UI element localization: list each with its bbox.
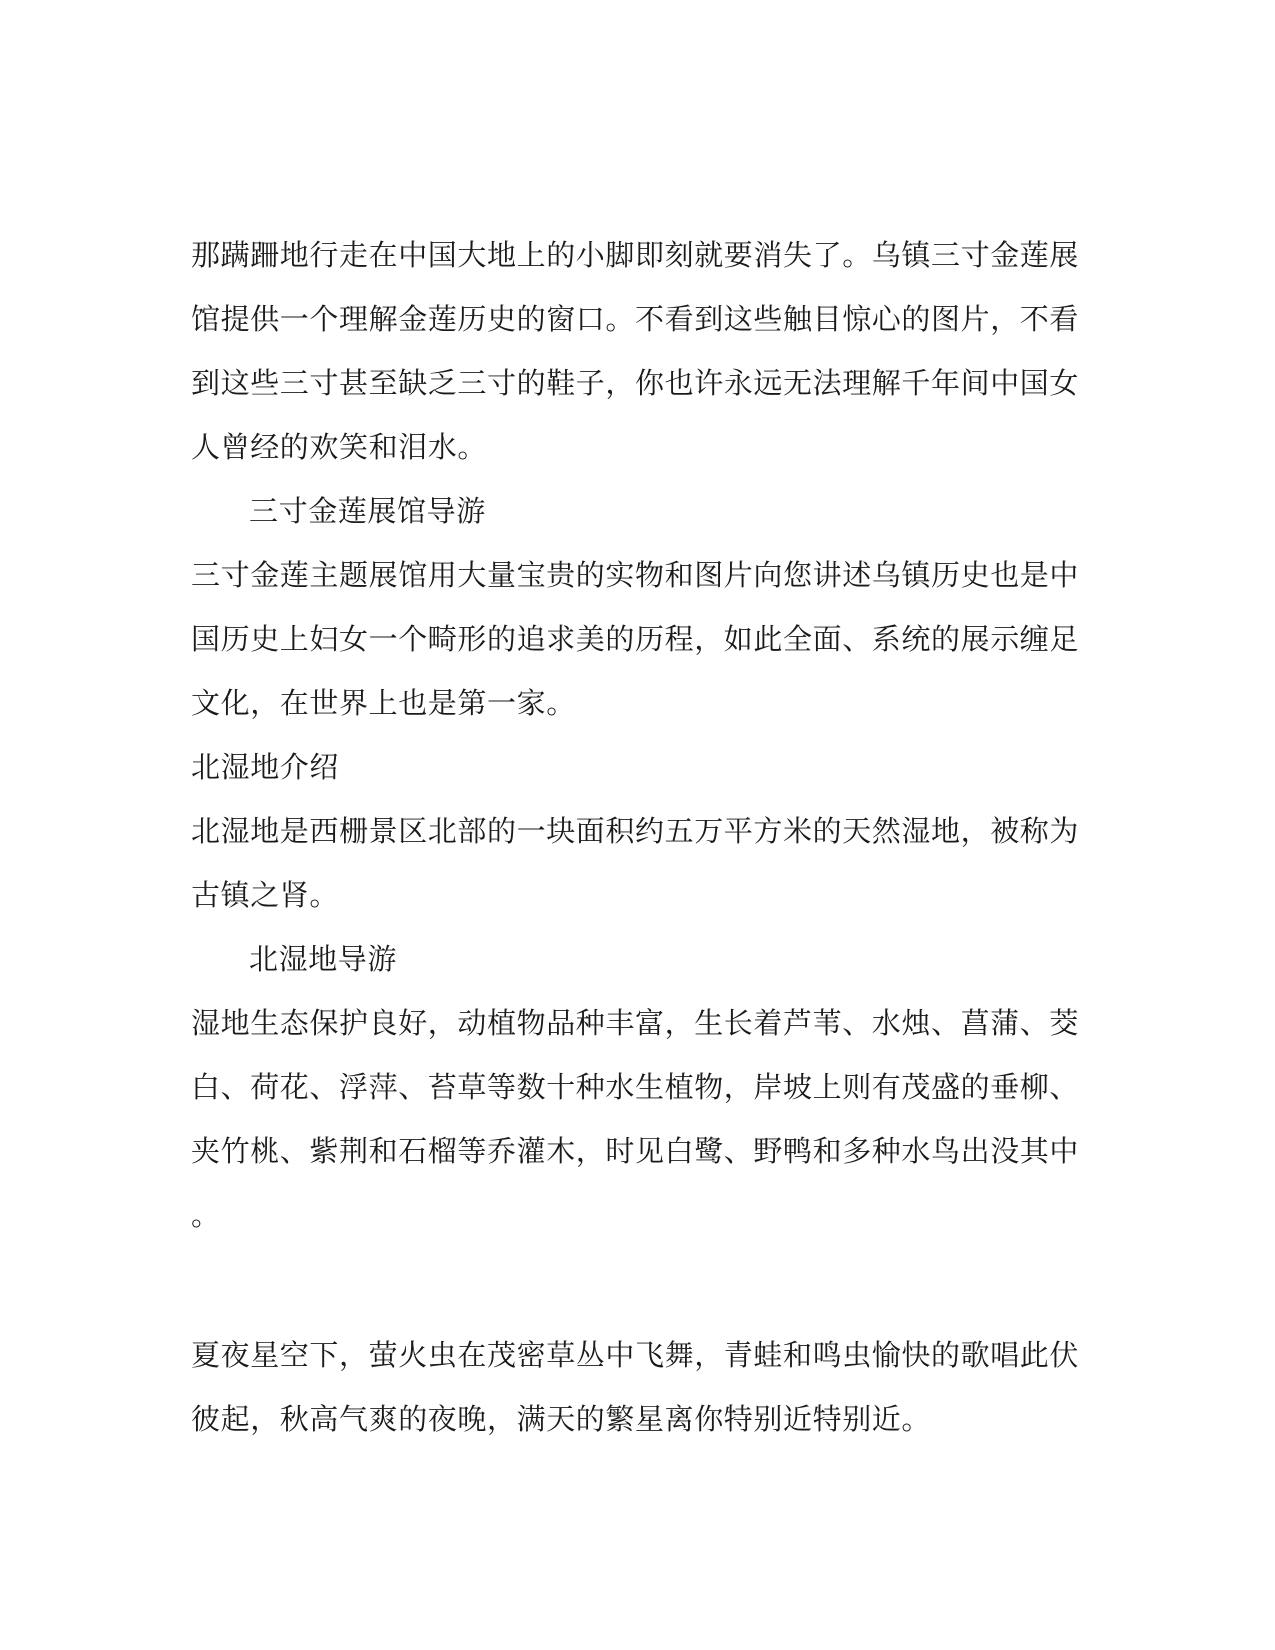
paragraph-line: 湿地生态保护良好，动植物品种丰富，生长着芦苇、水烛、菖蒲、茭 <box>191 1006 1080 1040</box>
paragraph-line: 白、荷花、浮萍、苔草等数十种水生植物，岸坡上则有茂盛的垂柳、 <box>191 1070 1080 1104</box>
paragraph-line: 文化，在世界上也是第一家。 <box>191 686 576 720</box>
paragraph-line: 夹竹桃、紫荆和石榴等乔灌木，时见白鹭、野鸭和多种水鸟出没其中 <box>191 1134 1080 1168</box>
section-heading: 北湿地介绍 <box>191 750 340 784</box>
section-heading: 北湿地导游 <box>249 942 398 976</box>
paragraph-line: 馆提供一个理解金莲历史的窗口。不看到这些触目惊心的图片，不看 <box>191 302 1080 336</box>
paragraph-line: 到这些三寸甚至缺乏三寸的鞋子，你也许永远无法理解千年间中国女 <box>191 366 1080 400</box>
paragraph-line: 那蹒跚地行走在中国大地上的小脚即刻就要消失了。乌镇三寸金莲展 <box>191 238 1080 272</box>
paragraph-line: 彼起，秋高气爽的夜晚，满天的繁星离你特别近特别近。 <box>191 1402 932 1436</box>
paragraph-line: 国历史上妇女一个畸形的追求美的历程，如此全面、系统的展示缠足 <box>191 622 1080 656</box>
section-heading: 三寸金莲展馆导游 <box>249 494 486 528</box>
paragraph-line: 人曾经的欢笑和泪水。 <box>191 430 488 464</box>
paragraph-line: 三寸金莲主题展馆用大量宝贵的实物和图片向您讲述乌镇历史也是中 <box>191 558 1080 592</box>
paragraph-line: 北湿地是西栅景区北部的一块面积约五万平方米的天然湿地，被称为 <box>191 814 1080 848</box>
paragraph-line: 古镇之肾。 <box>191 878 340 912</box>
paragraph-line: 夏夜星空下，萤火虫在茂密草丛中飞舞，青蛙和鸣虫愉快的歌唱此伏 <box>191 1338 1080 1372</box>
paragraph-line: 。 <box>191 1198 221 1232</box>
